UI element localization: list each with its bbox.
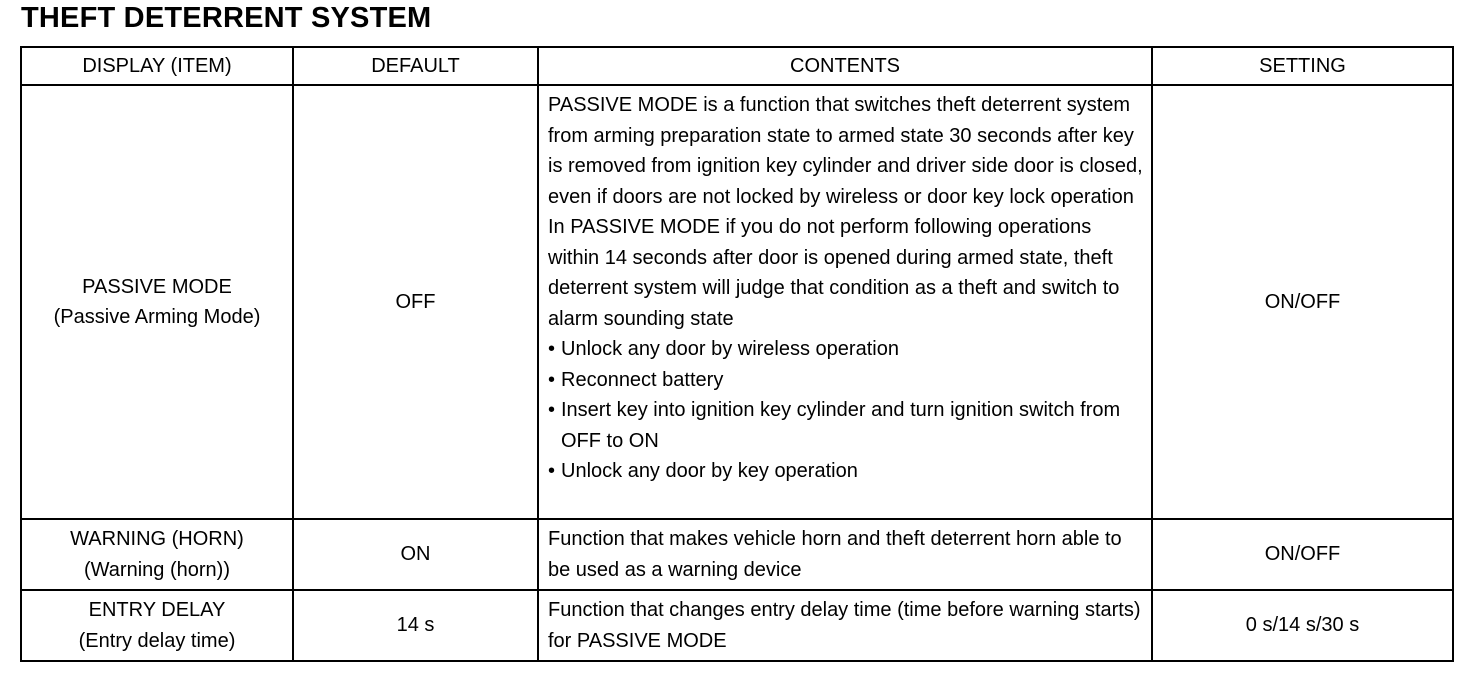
header-contents: CONTENTS: [538, 47, 1152, 85]
contents-paragraph: In PASSIVE MODE if you do not perform following operations within 14 seconds after door is opened during armed state, theft deterrent system will judge that condition as a theft and switch to alarm sounding state: [548, 216, 1120, 330]
table-row: [21, 85, 1453, 519]
contents-paragraph: Function that makes vehicle horn and theft deterrent horn able to be used as a warning device: [548, 528, 1122, 581]
contents-paragraph: PASSIVE MODE is a function that switches theft deterrent system from arming preparation state to armed state 30 seconds after key is removed from ignition key cylinder and driver side door is closed, even if doors are not locked by wireless or door key lock operation: [548, 94, 1143, 208]
list-item: • Reconnect battery: [548, 365, 1143, 396]
item-subname: (Entry delay time): [78, 629, 236, 652]
contents-cell: [538, 85, 1152, 519]
contents-cell: [538, 590, 1152, 661]
default-cell: ON: [293, 519, 538, 590]
default-cell: OFF: [293, 85, 538, 519]
contents-paragraph: Function that changes entry delay time (time before warning starts) for PASSIVE MODE: [548, 599, 1141, 652]
table-row: [21, 519, 1453, 590]
settings-table: [20, 46, 1454, 662]
list-item: • Unlock any door by key operation: [548, 456, 1143, 487]
item-subname: (Warning (horn)): [84, 558, 230, 581]
item-cell: [21, 590, 293, 661]
setting-cell: ON/OFF: [1152, 519, 1453, 590]
item-name: PASSIVE MODE: [82, 275, 232, 298]
item-name: WARNING (HORN): [70, 528, 244, 550]
item-cell: [21, 519, 293, 590]
header-display-item: DISPLAY (ITEM): [21, 47, 293, 85]
table-row: [21, 590, 1453, 661]
item-name: ENTRY DELAY: [88, 599, 226, 621]
list-item: • Unlock any door by wireless operation: [548, 334, 1143, 365]
page-title: THEFT DETERRENT SYSTEM: [21, 2, 432, 34]
item-subname: (Passive Arming Mode): [53, 306, 261, 328]
header-default: DEFAULT: [293, 47, 538, 85]
header-setting: SETTING: [1152, 47, 1453, 85]
setting-cell: ON/OFF: [1152, 85, 1453, 519]
list-item: • Insert key into ignition key cylinder and turn ignition switch from OFF to ON: [548, 395, 1143, 456]
operations-list: [548, 334, 1143, 487]
item-cell: [21, 85, 293, 519]
default-cell: 14 s: [293, 590, 538, 661]
contents-cell: [538, 519, 1152, 590]
table-header-row: [21, 47, 1453, 85]
setting-cell: 0 s/14 s/30 s: [1152, 590, 1453, 661]
